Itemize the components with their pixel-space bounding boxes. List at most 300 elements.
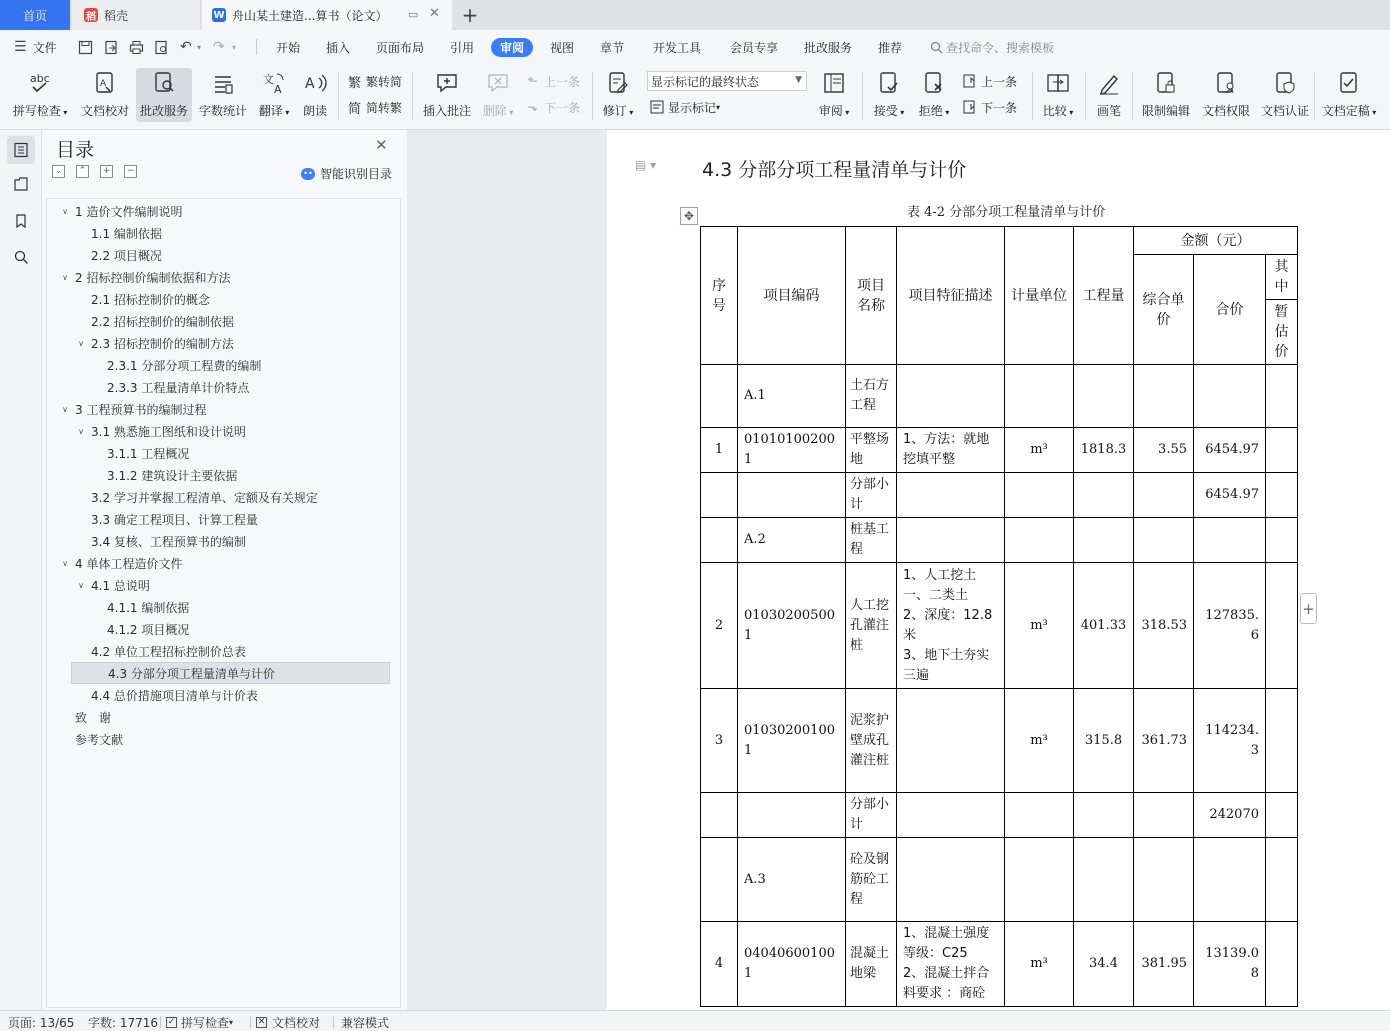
- svg-text:文: 文: [263, 73, 274, 86]
- smart-recognize-label: 智能识别目录: [320, 167, 393, 181]
- word-count-label: 字数统计: [198, 104, 247, 118]
- chevron-down-icon: ▼: [795, 75, 802, 85]
- cell-seq[interactable]: [701, 838, 738, 922]
- status-spell-check[interactable]: ✓ 拼写检查 ▾: [167, 1016, 234, 1030]
- cell-code[interactable]: 010302001001: [738, 689, 846, 793]
- chevron-down-icon[interactable]: ∨: [62, 272, 68, 282]
- cell-seq[interactable]: [701, 473, 738, 518]
- toc-item[interactable]: [47, 530, 367, 552]
- review-ribbon: [0, 64, 1390, 130]
- toc-item-label: 致 谢: [75, 710, 112, 725]
- toc-item[interactable]: [47, 706, 367, 728]
- toc-item[interactable]: [47, 596, 367, 618]
- cell-unit-price[interactable]: [1134, 793, 1194, 838]
- cell-total[interactable]: 6454.97: [1194, 473, 1266, 518]
- cell-name[interactable]: 桩基工程: [846, 518, 897, 563]
- cell-unit-price[interactable]: [1134, 518, 1194, 563]
- bookmark-icon[interactable]: [7, 207, 35, 235]
- bill-of-quantities-table[interactable]: [700, 226, 1298, 1007]
- cell-code[interactable]: [738, 793, 846, 838]
- cell-total[interactable]: 114234.3: [1194, 689, 1266, 793]
- cell-unit-price[interactable]: 318.53: [1134, 563, 1194, 689]
- toc-item-label: 2.3.1 分部分项工程费的编制: [107, 358, 262, 373]
- toc-item[interactable]: [47, 618, 367, 640]
- delete-comment-label: 删除: [482, 104, 507, 118]
- cell-feature[interactable]: [897, 473, 1005, 518]
- tab-home[interactable]: [0, 0, 70, 30]
- cell-total[interactable]: 13139.08: [1194, 922, 1266, 1007]
- prev-comment-icon: ⬑: [527, 74, 538, 88]
- toc-item-label: 4.3 分部分项工程量清单与计价: [108, 666, 275, 681]
- smart-recognize-icon: ••: [301, 168, 315, 180]
- toc-item[interactable]: [47, 640, 367, 662]
- reject-button[interactable]: 拒绝 ▾: [914, 68, 954, 122]
- ribbon-divider: [338, 72, 339, 120]
- pen-icon: [1096, 70, 1122, 96]
- chevron-down-icon[interactable]: ∨: [62, 404, 68, 414]
- doc-proof-icon: [92, 70, 118, 96]
- collapse-all-icon[interactable]: ⌃: [76, 165, 89, 178]
- daoke-logo-icon: 稻: [84, 8, 98, 22]
- toc-item-label: 4.1 总说明: [91, 578, 150, 593]
- search-icon: [930, 41, 943, 54]
- cell-seq[interactable]: 3: [701, 689, 738, 793]
- toc-item[interactable]: [47, 420, 367, 442]
- wps-writer-icon: W: [213, 9, 225, 21]
- doc-proof-label: 文档校对: [80, 104, 129, 118]
- toc-panel: [42, 130, 407, 1010]
- cell-code[interactable]: 010302005001: [738, 563, 846, 689]
- doc-finalize-label: 文档定稿: [1321, 104, 1370, 118]
- ribbon-divider: [1085, 72, 1086, 120]
- compare-icon: [1045, 70, 1071, 96]
- chevron-down-icon[interactable]: ∨: [78, 338, 84, 348]
- doc-certify-icon: [1272, 70, 1298, 96]
- delete-comment-icon: [485, 70, 511, 96]
- toc-panel-icon[interactable]: [7, 136, 35, 164]
- cell-name[interactable]: 砼及钢筋砼工程: [846, 838, 897, 922]
- document-canvas-margin: [407, 130, 607, 1010]
- toc-item[interactable]: [47, 222, 367, 244]
- cell-unit-price[interactable]: 3.55: [1134, 428, 1194, 473]
- cell-quantity[interactable]: [1074, 838, 1134, 922]
- add-heading-icon[interactable]: +: [100, 165, 113, 178]
- prev-comment-label: 上一条: [544, 74, 581, 89]
- cell-name[interactable]: 泥浆护壁成孔灌注桩: [846, 689, 897, 793]
- toc-item-label: 3.1 熟悉施工图纸和设计说明: [91, 424, 246, 439]
- cell-unit-price[interactable]: 361.73: [1134, 689, 1194, 793]
- cell-unit-price[interactable]: 381.95: [1134, 922, 1194, 1007]
- cell-seq[interactable]: [701, 365, 738, 428]
- table-move-handle-icon[interactable]: ✥: [680, 207, 698, 225]
- compare-button[interactable]: 比较 ▾: [1038, 68, 1078, 122]
- document-page: [607, 130, 1390, 1010]
- spell-check-icon: [27, 70, 53, 96]
- redo-icon[interactable]: ↷: [213, 39, 225, 55]
- toc-item-label: 4.2 单位工程招标控制价总表: [91, 644, 246, 659]
- toc-item-label: 2.2 项目概况: [91, 248, 162, 263]
- cell-feature[interactable]: [897, 838, 1005, 922]
- simp-to-trad-label: 简转繁: [366, 100, 403, 115]
- cell-quantity[interactable]: [1074, 793, 1134, 838]
- doc-finalize-button[interactable]: 文档定稿 ▾: [1318, 68, 1380, 122]
- toc-item-label: 3.1.2 建筑设计主要依据: [107, 468, 238, 483]
- cell-unit-price[interactable]: [1134, 838, 1194, 922]
- table-row: [701, 922, 1298, 1007]
- markup-state-select[interactable]: [647, 71, 807, 91]
- cell-feature[interactable]: [897, 793, 1005, 838]
- cell-unit[interactable]: m³: [1005, 689, 1074, 793]
- status-divider: [250, 1016, 251, 1028]
- next-change-icon: [962, 100, 977, 115]
- command-search-placeholder: 查找命令、搜索模板: [946, 40, 1055, 55]
- cell-code[interactable]: A.2: [738, 518, 846, 563]
- cell-code[interactable]: [738, 473, 846, 518]
- status-doc-proof[interactable]: [256, 1014, 320, 1031]
- pen-button[interactable]: [1092, 68, 1126, 122]
- toc-item-label: 3 工程预算书的编制过程: [75, 402, 207, 417]
- cell-name[interactable]: 人工挖孔灌注桩: [846, 563, 897, 689]
- accept-label: 接受: [873, 104, 898, 118]
- undo-dropdown-icon[interactable]: ▾: [197, 42, 202, 52]
- navigation-rail: [0, 130, 42, 1010]
- trad-to-simp-icon: 繁: [347, 75, 361, 91]
- toc-item[interactable]: [47, 684, 367, 706]
- toc-item[interactable]: [47, 486, 367, 508]
- prev-comment-button[interactable]: [525, 71, 580, 91]
- toc-item-label: 参考文献: [75, 732, 124, 747]
- toc-item[interactable]: [71, 662, 390, 684]
- next-change-label: 下一条: [981, 100, 1018, 115]
- toc-item[interactable]: [47, 288, 367, 310]
- toc-item-label: 4.1.2 项目概况: [107, 622, 190, 637]
- review-pane-label: 审阅: [818, 104, 843, 118]
- cell-quantity[interactable]: [1074, 473, 1134, 518]
- insert-comment-button[interactable]: [420, 68, 474, 122]
- insert-comment-icon: [434, 70, 460, 96]
- cell-provisional[interactable]: [1266, 365, 1298, 428]
- undo-icon[interactable]: ↶: [180, 39, 192, 55]
- menu-review[interactable]: 审阅: [491, 38, 533, 57]
- cell-total[interactable]: [1194, 838, 1266, 922]
- markup-state-value: 显示标记的最终状态: [651, 74, 760, 89]
- toc-item[interactable]: [47, 728, 367, 750]
- find-icon[interactable]: [7, 243, 35, 271]
- toc-item-label: 1.1 编制依据: [91, 226, 162, 241]
- read-aloud-label: 朗读: [302, 104, 327, 118]
- ribbon-divider: [862, 72, 863, 120]
- cell-code[interactable]: A.1: [738, 365, 846, 428]
- toc-item[interactable]: [47, 442, 367, 464]
- cell-unit[interactable]: [1005, 518, 1074, 563]
- toc-item-label: 4 单体工程造价文件: [75, 556, 183, 571]
- tab-home-label: 首页: [22, 8, 47, 23]
- doc-certify-label: 文档认证: [1260, 104, 1309, 118]
- redo-dropdown-icon[interactable]: ▾: [232, 42, 237, 52]
- simp-to-trad-icon: 简: [347, 101, 361, 117]
- menu-view[interactable]: 视图: [550, 40, 575, 55]
- menu-page-layout[interactable]: 页面布局: [376, 40, 425, 55]
- hamburger-icon: ☰: [14, 39, 27, 55]
- header-amount: 金额（元）: [1134, 227, 1298, 255]
- cell-quantity[interactable]: [1074, 365, 1134, 428]
- show-markup-icon: [649, 100, 664, 115]
- file-menu[interactable]: [14, 30, 57, 64]
- chevron-down-icon[interactable]: ∨: [62, 206, 68, 216]
- toc-item[interactable]: [47, 508, 367, 530]
- ribbon-divider: [1032, 72, 1033, 120]
- table-row: [701, 428, 1298, 473]
- review-pane-button[interactable]: 审阅 ▾: [814, 68, 854, 122]
- header-seq: 序号: [701, 227, 738, 365]
- cell-seq[interactable]: [701, 518, 738, 563]
- cell-provisional[interactable]: [1266, 518, 1298, 563]
- export-pdf-icon[interactable]: [104, 30, 119, 64]
- chevron-down-icon[interactable]: ∨: [78, 426, 84, 436]
- status-proof-label: 文档校对: [272, 1016, 321, 1030]
- toc-toolbar: [52, 165, 148, 178]
- track-changes-icon: [605, 70, 631, 96]
- restrict-edit-button[interactable]: [1138, 68, 1194, 122]
- cell-provisional[interactable]: [1266, 689, 1298, 793]
- toc-item[interactable]: [47, 200, 367, 222]
- cell-unit[interactable]: [1005, 793, 1074, 838]
- expand-all-icon[interactable]: ⌄: [52, 165, 65, 178]
- cell-feature[interactable]: 1、人工挖土一、二类土 2、深度：12.8米 3、地下土夯实三遍: [897, 563, 1005, 689]
- doc-permission-icon: [1213, 70, 1239, 96]
- tab-pin-icon[interactable]: ▭: [408, 8, 419, 21]
- smart-recognize-button[interactable]: [301, 165, 392, 182]
- compare-label: 比较: [1042, 104, 1067, 118]
- toc-item-label: 3.2 学习并掌握工程清单、定额及有关规定: [91, 490, 318, 505]
- cell-name[interactable]: 分部小计: [846, 793, 897, 838]
- header-unit-price: 综合单价: [1134, 255, 1194, 365]
- cell-provisional[interactable]: [1266, 838, 1298, 922]
- correction-service-button[interactable]: [136, 68, 192, 122]
- header-name: 项目名称: [846, 227, 897, 365]
- new-tab-button[interactable]: +: [461, 3, 479, 27]
- read-aloud-button[interactable]: [298, 68, 332, 122]
- print-preview-icon[interactable]: [154, 30, 169, 64]
- cell-provisional[interactable]: [1266, 473, 1298, 518]
- correction-service-icon: [151, 70, 177, 96]
- menu-recommend[interactable]: 推荐: [878, 40, 903, 55]
- spell-check-button[interactable]: abc 拼写检查 ▾: [12, 72, 68, 118]
- tab-document-label: 舟山某土建造...算书（论文）: [232, 8, 388, 23]
- prev-change-icon: [962, 74, 977, 89]
- cell-seq[interactable]: [701, 793, 738, 838]
- cell-feature[interactable]: 1、方法：就地挖填平整: [897, 428, 1005, 473]
- word-count-indicator[interactable]: 字数: 17716: [88, 1016, 159, 1030]
- page-indicator[interactable]: 页面: 13/65: [8, 1016, 75, 1030]
- next-comment-button[interactable]: [525, 97, 580, 117]
- translate-label: 翻译: [258, 104, 283, 118]
- next-comment-icon: ⬎: [527, 100, 538, 114]
- cell-code[interactable]: 010101002001: [738, 428, 846, 473]
- cell-quantity[interactable]: [1074, 518, 1134, 563]
- menu-start[interactable]: 开始: [276, 40, 301, 55]
- ribbon-divider: [1132, 72, 1133, 120]
- menu-correction[interactable]: 批改服务: [804, 40, 853, 55]
- prev-change-button[interactable]: [962, 71, 1017, 91]
- toc-item[interactable]: [47, 310, 367, 332]
- cell-feature[interactable]: [897, 518, 1005, 563]
- table-row: [701, 838, 1298, 922]
- revise-label: 修订: [602, 104, 627, 118]
- cell-feature[interactable]: 1、混凝土强度等级：C25 2、混凝土拌合料要求 ：商砼: [897, 922, 1005, 1007]
- header-unit: 计量单位: [1005, 227, 1074, 365]
- insert-comment-label: 插入批注: [422, 104, 471, 118]
- trad-to-simp-label: 繁转简: [366, 74, 403, 89]
- next-comment-label: 下一条: [544, 100, 581, 115]
- remove-heading-icon[interactable]: −: [124, 165, 137, 178]
- simp-to-trad-button[interactable]: [347, 97, 402, 117]
- cell-seq[interactable]: 2: [701, 563, 738, 689]
- doc-proof-button[interactable]: [76, 68, 134, 122]
- table-caption: 表 4-2 分部分项工程量清单与计价: [907, 205, 1106, 220]
- toc-item[interactable]: [47, 376, 367, 398]
- svg-text:abc: abc: [30, 72, 50, 85]
- cell-quantity[interactable]: 401.33: [1074, 563, 1134, 689]
- cell-total[interactable]: 127835.6: [1194, 563, 1266, 689]
- file-menu-label: 文件: [32, 40, 57, 55]
- menu-insert[interactable]: 插入: [326, 40, 351, 55]
- compat-mode-label: 兼容模式: [341, 1016, 390, 1030]
- menu-divider: [256, 39, 257, 55]
- doc-certify-button[interactable]: [1257, 68, 1313, 122]
- cell-feature[interactable]: [897, 365, 1005, 428]
- toc-item-label: 1 造价文件编制说明: [75, 204, 183, 219]
- chevron-down-icon[interactable]: ∨: [62, 558, 68, 568]
- status-bar: [0, 1010, 1390, 1031]
- header-of-which: 其中: [1266, 255, 1298, 300]
- chevron-down-icon[interactable]: ∨: [78, 580, 84, 590]
- toc-item[interactable]: [47, 244, 367, 266]
- toc-item[interactable]: [47, 398, 367, 420]
- table-row: [701, 473, 1298, 518]
- show-markup-button[interactable]: 显示标记 ▾: [649, 97, 720, 117]
- cell-feature[interactable]: [897, 689, 1005, 793]
- spell-check-label: 拼写检查: [12, 104, 61, 118]
- toc-item-label: 2.1 招标控制价的概念: [91, 292, 210, 307]
- toc-item-label: 2.3 招标控制价的编制方法: [91, 336, 234, 351]
- toc-item[interactable]: [47, 266, 367, 288]
- table-row: [701, 563, 1298, 689]
- accept-icon: [876, 70, 902, 96]
- print-icon[interactable]: [129, 30, 144, 64]
- toc-item-label: 3.4 复核、工程预算书的编制: [91, 534, 246, 549]
- toc-item[interactable]: [47, 552, 367, 574]
- cell-seq[interactable]: 4: [701, 922, 738, 1007]
- cell-name[interactable]: 混凝土地梁: [846, 922, 897, 1007]
- tab-daoke[interactable]: [72, 0, 200, 30]
- cell-provisional[interactable]: [1266, 793, 1298, 838]
- toc-item-label: 3.1.1 工程概况: [107, 446, 190, 461]
- reject-icon: [921, 70, 947, 96]
- menu-references[interactable]: 引用: [450, 40, 475, 55]
- tab-document[interactable]: [202, 0, 452, 30]
- command-search[interactable]: [930, 30, 1054, 64]
- table-row: [701, 689, 1298, 793]
- doc-permission-label: 文档权限: [1201, 104, 1250, 118]
- doc-finalize-icon: [1336, 70, 1362, 96]
- cell-code[interactable]: 040406001001: [738, 922, 846, 1007]
- cell-provisional[interactable]: [1266, 922, 1298, 1007]
- cell-unit[interactable]: [1005, 473, 1074, 518]
- cell-total[interactable]: [1194, 365, 1266, 428]
- svg-text:A: A: [274, 83, 282, 96]
- cell-provisional[interactable]: [1266, 563, 1298, 689]
- cell-unit-price[interactable]: [1134, 365, 1194, 428]
- word-count-button[interactable]: [196, 68, 250, 122]
- toc-item-label: 2 招标控制价编制依据和方法: [75, 270, 231, 285]
- cell-code[interactable]: A.3: [738, 838, 846, 922]
- delete-comment-button[interactable]: 删除 ▾: [478, 68, 518, 122]
- cell-quantity[interactable]: 1818.3: [1074, 428, 1134, 473]
- add-column-button[interactable]: +: [1300, 593, 1317, 624]
- paragraph-marker-icon[interactable]: ▤ ▾: [635, 158, 657, 172]
- tab-daoke-label: 稻壳: [104, 8, 129, 23]
- cell-total[interactable]: [1194, 518, 1266, 563]
- doc-permission-button[interactable]: [1198, 68, 1254, 122]
- toc-item[interactable]: [47, 464, 367, 486]
- section-heading: 4.3 分部分项工程量清单与计价: [702, 159, 967, 181]
- tab-close-icon[interactable]: ✕: [429, 6, 440, 21]
- cell-name[interactable]: 土石方工程: [846, 365, 897, 428]
- review-pane-icon: [821, 70, 847, 96]
- header-total: 合价: [1194, 255, 1266, 365]
- cell-unit-price[interactable]: [1134, 473, 1194, 518]
- menu-member[interactable]: 会员专享: [730, 40, 779, 55]
- cell-seq[interactable]: 1: [701, 428, 738, 473]
- cell-total[interactable]: 242070: [1194, 793, 1266, 838]
- proof-icon: ✕: [257, 1017, 266, 1027]
- close-icon[interactable]: ✕: [375, 136, 388, 154]
- cell-quantity[interactable]: 315.8: [1074, 689, 1134, 793]
- cell-unit[interactable]: [1005, 838, 1074, 922]
- revise-button[interactable]: 修订 ▾: [598, 68, 638, 122]
- restrict-edit-icon: [1153, 70, 1179, 96]
- trad-to-simp-button[interactable]: [347, 71, 402, 91]
- status-divider: [333, 1016, 334, 1028]
- menu-section[interactable]: 章节: [600, 40, 625, 55]
- svg-text:A: A: [305, 76, 315, 92]
- accept-button[interactable]: 接受 ▾: [869, 68, 909, 122]
- cell-total[interactable]: 6454.97: [1194, 428, 1266, 473]
- toc-item[interactable]: [47, 354, 367, 376]
- header-code: 项目编码: [738, 227, 846, 365]
- translate-button[interactable]: 文 A 翻译 ▾: [254, 68, 294, 122]
- cell-quantity[interactable]: 34.4: [1074, 922, 1134, 1007]
- next-change-button[interactable]: [962, 97, 1017, 117]
- cell-name[interactable]: 分部小计: [846, 473, 897, 518]
- toc-item[interactable]: [47, 332, 367, 354]
- toc-item[interactable]: [47, 574, 367, 596]
- cell-unit[interactable]: [1005, 365, 1074, 428]
- prev-change-label: 上一条: [981, 74, 1018, 89]
- cell-provisional[interactable]: [1266, 428, 1298, 473]
- window-tab-bar: [0, 0, 1390, 30]
- cell-unit[interactable]: m³: [1005, 922, 1074, 1007]
- save-icon[interactable]: [78, 30, 93, 64]
- cell-unit[interactable]: m³: [1005, 428, 1074, 473]
- chapter-nav-icon[interactable]: [7, 170, 35, 198]
- cell-name[interactable]: 平整场地: [846, 428, 897, 473]
- menu-developer[interactable]: 开发工具: [653, 40, 702, 55]
- restrict-edit-label: 限制编辑: [1141, 104, 1190, 118]
- cell-unit[interactable]: m³: [1005, 563, 1074, 689]
- correction-service-label: 批改服务: [139, 104, 188, 118]
